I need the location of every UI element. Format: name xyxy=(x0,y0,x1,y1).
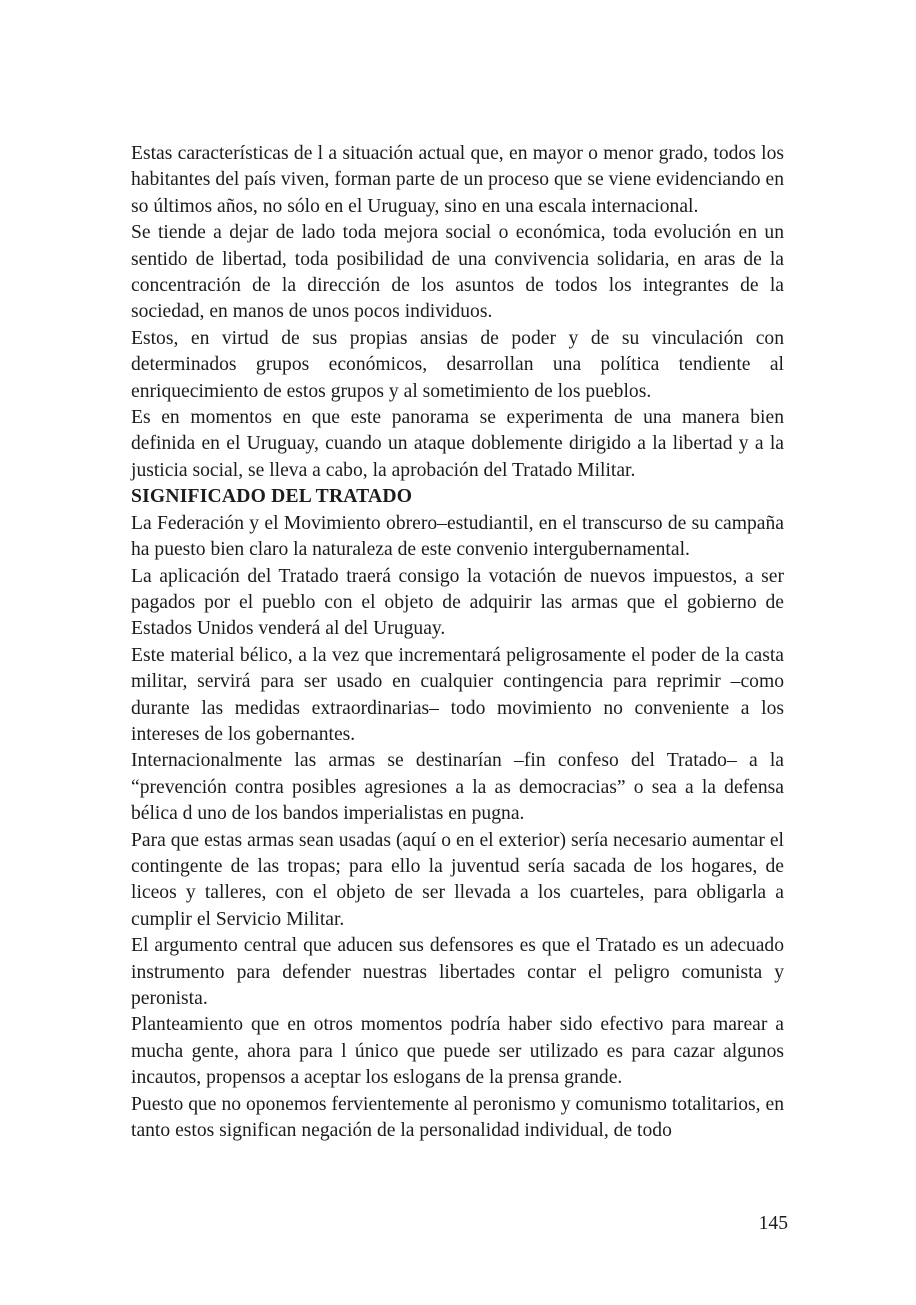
paragraph: Planteamiento que en otros momentos podría haber sido efectivo para marear a mucha gente, ahora para l único que puede ser utilizado es para cazar algunos incautos, propensos a aceptar los eslogans de la prensa grande. xyxy=(131,1014,784,1089)
body-text xyxy=(131,141,784,1144)
paragraph: Para que estas armas sean usadas (aquí o en el exterior) sería necesario aumentar el contingente de las tropas; para ello la juventud sería sacada de los hogares, de liceos y talleres, con el objeto de ser llevada a los cuarteles, para obligarla a cumplir el Servicio Militar. xyxy=(131,829,784,930)
paragraph: Puesto que no oponemos fervientemente al peronismo y comunismo totalitarios, en tanto estos significan negación de la personalidad individual, de todo xyxy=(131,1093,784,1142)
paragraph: Se tiende a dejar de lado toda mejora social o económica, toda evolución en un sentido de libertad, toda posibilidad de una convivencia solidaria, en aras de la concentración de la dirección de los asuntos de todos los integrantes de la sociedad, en manos de unos pocos individuos. xyxy=(131,222,784,323)
paragraph: Estos, en virtud de sus propias ansias de poder y de su vinculación con determinados grupos económicos, desarrollan una política tendiente al enriquecimiento de estos grupos y al sometimiento de los pueblos. xyxy=(131,327,784,402)
paragraph: Es en momentos en que este panorama se experimenta de una manera bien definida en el Uruguay, cuando un ataque doblemente dirigido a la libertad y a la justicia social, se lleva a cabo, la aprobación del Tratado Militar. xyxy=(131,407,784,481)
paragraph: Estas características de l a situación actual que, en mayor o menor grado, todos los habitantes del país viven, forman parte de un proceso que se viene evidenciando en so últimos años, no sólo en el Uruguay, sino en una escala internacional. xyxy=(131,143,784,217)
paragraph: La Federación y el Movimiento obrero–estudiantil, en el transcurso de su campaña ha puesto bien claro la naturaleza de este convenio intergubernamental. xyxy=(131,512,784,561)
paragraph: El argumento central que aducen sus defensores es que el Tratado es un adecuado instrumento para defender nuestras libertades contar el peligro comunista y peronista. xyxy=(131,935,784,1009)
page-number: 145 xyxy=(758,1213,788,1234)
paragraph: Internacionalmente las armas se destinarían –fin confeso del Tratado– a la “prevención contra posibles agresiones a la as democracias” o sea a la defensa bélica d uno de los bandos imperialistas en pugna. xyxy=(131,750,784,825)
paragraph: Este material bélico, a la vez que incrementará peligrosamente el poder de la casta militar, servirá para ser usado en cualquier contingencia para reprimir –como durante las medidas extraordinarias– todo movimiento no conveniente a los intereses de los gobernantes. xyxy=(131,644,784,745)
section-heading: SIGNIFICADO DEL TRATADO xyxy=(131,486,413,508)
paragraph: La aplicación del Tratado traerá consigo la votación de nuevos impuestos, a ser pagados por el pueblo con el objeto de adquirir las armas que el gobierno de Estados Unidos venderá al del Uruguay. xyxy=(131,565,784,640)
